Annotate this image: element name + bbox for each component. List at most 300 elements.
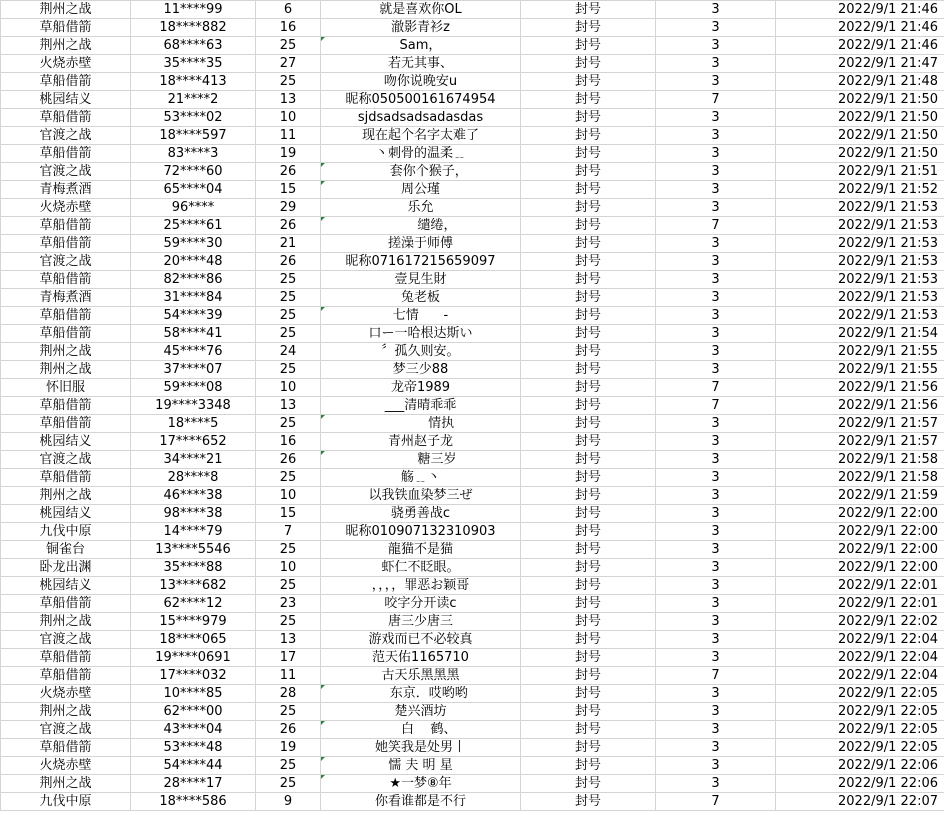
- action-cell[interactable]: 封号: [521, 541, 656, 559]
- action-cell[interactable]: 封号: [521, 793, 656, 811]
- account-cell[interactable]: 54****39: [131, 307, 256, 325]
- server-cell[interactable]: 官渡之战: [1, 631, 131, 649]
- datetime-cell[interactable]: [776, 793, 944, 811]
- level-cell[interactable]: 29: [256, 199, 321, 217]
- datetime-cell[interactable]: [776, 559, 944, 577]
- level-cell[interactable]: 15: [256, 505, 321, 523]
- count-cell[interactable]: 3: [656, 271, 776, 289]
- server-cell[interactable]: 草船借箭: [1, 217, 131, 235]
- datetime-cell[interactable]: [776, 1, 944, 19]
- action-cell[interactable]: 封号: [521, 631, 656, 649]
- action-cell[interactable]: 封号: [521, 433, 656, 451]
- level-cell[interactable]: 25: [256, 775, 321, 793]
- action-cell[interactable]: 封号: [521, 451, 656, 469]
- server-cell[interactable]: 草船借箭: [1, 235, 131, 253]
- nickname-cell[interactable]: 昵称050500161674954: [321, 91, 521, 109]
- server-cell[interactable]: 草船借箭: [1, 595, 131, 613]
- account-cell[interactable]: 35****35: [131, 55, 256, 73]
- action-cell[interactable]: 封号: [521, 487, 656, 505]
- level-cell[interactable]: 25: [256, 325, 321, 343]
- datetime-cell[interactable]: [776, 343, 944, 361]
- nickname-cell[interactable]: 昵称010907132310903: [321, 523, 521, 541]
- action-cell[interactable]: 封号: [521, 55, 656, 73]
- nickname-cell[interactable]: 虾仁不眨眼。: [321, 559, 521, 577]
- count-cell[interactable]: 3: [656, 55, 776, 73]
- count-cell[interactable]: 3: [656, 307, 776, 325]
- server-cell[interactable]: 官渡之战: [1, 163, 131, 181]
- level-cell[interactable]: 19: [256, 145, 321, 163]
- server-cell[interactable]: 桃园结义: [1, 577, 131, 595]
- server-cell[interactable]: 怀旧服: [1, 379, 131, 397]
- count-cell[interactable]: 3: [656, 685, 776, 703]
- count-cell[interactable]: 3: [656, 757, 776, 775]
- datetime-cell[interactable]: [776, 523, 944, 541]
- account-cell[interactable]: 82****86: [131, 271, 256, 289]
- nickname-cell[interactable]: 以我铁血染梦三ぜ: [321, 487, 521, 505]
- server-cell[interactable]: 草船借箭: [1, 307, 131, 325]
- count-cell[interactable]: 3: [656, 37, 776, 55]
- nickname-cell[interactable]: 她笑我是处男丨: [321, 739, 521, 757]
- datetime-cell[interactable]: [776, 775, 944, 793]
- datetime-cell[interactable]: [776, 73, 944, 91]
- nickname-cell[interactable]: ★一梦⑧年: [321, 775, 521, 793]
- datetime-cell[interactable]: [776, 487, 944, 505]
- count-cell[interactable]: 3: [656, 649, 776, 667]
- account-cell[interactable]: 28****8: [131, 469, 256, 487]
- action-cell[interactable]: 封号: [521, 757, 656, 775]
- count-cell[interactable]: 7: [656, 217, 776, 235]
- account-cell[interactable]: 98****38: [131, 505, 256, 523]
- count-cell[interactable]: 3: [656, 469, 776, 487]
- datetime-cell[interactable]: [776, 631, 944, 649]
- nickname-cell[interactable]: 现在起个名字太难了: [321, 127, 521, 145]
- datetime-cell[interactable]: [776, 109, 944, 127]
- level-cell[interactable]: 9: [256, 793, 321, 811]
- count-cell[interactable]: 3: [656, 505, 776, 523]
- nickname-cell[interactable]: 古天乐黑黑黑: [321, 667, 521, 685]
- level-cell[interactable]: 11: [256, 127, 321, 145]
- nickname-cell[interactable]: 澈影青衫z: [321, 19, 521, 37]
- account-cell[interactable]: 19****3348: [131, 397, 256, 415]
- datetime-cell[interactable]: [776, 253, 944, 271]
- nickname-cell[interactable]: 套你个猴子，: [321, 163, 521, 181]
- account-cell[interactable]: 18****065: [131, 631, 256, 649]
- account-cell[interactable]: 21****2: [131, 91, 256, 109]
- action-cell[interactable]: 封号: [521, 577, 656, 595]
- nickname-cell[interactable]: 唐三少唐三: [321, 613, 521, 631]
- datetime-cell[interactable]: [776, 469, 944, 487]
- datetime-cell[interactable]: [776, 757, 944, 775]
- account-cell[interactable]: 96****: [131, 199, 256, 217]
- account-cell[interactable]: 18****597: [131, 127, 256, 145]
- count-cell[interactable]: 3: [656, 163, 776, 181]
- nickname-cell[interactable]: 周公瑾: [321, 181, 521, 199]
- count-cell[interactable]: 3: [656, 487, 776, 505]
- server-cell[interactable]: 桃园结义: [1, 91, 131, 109]
- account-cell[interactable]: 46****38: [131, 487, 256, 505]
- nickname-cell[interactable]: 就是喜欢你OL: [321, 1, 521, 19]
- count-cell[interactable]: 3: [656, 199, 776, 217]
- nickname-cell[interactable]: Sam，: [321, 37, 521, 55]
- count-cell[interactable]: 7: [656, 91, 776, 109]
- server-cell[interactable]: 官渡之战: [1, 127, 131, 145]
- datetime-cell[interactable]: [776, 361, 944, 379]
- level-cell[interactable]: 10: [256, 559, 321, 577]
- level-cell[interactable]: 10: [256, 487, 321, 505]
- datetime-cell[interactable]: [776, 613, 944, 631]
- level-cell[interactable]: 25: [256, 361, 321, 379]
- account-cell[interactable]: 14****79: [131, 523, 256, 541]
- action-cell[interactable]: 封号: [521, 469, 656, 487]
- account-cell[interactable]: 31****84: [131, 289, 256, 307]
- nickname-cell[interactable]: 若无其事、: [321, 55, 521, 73]
- datetime-cell[interactable]: [776, 595, 944, 613]
- action-cell[interactable]: 封号: [521, 325, 656, 343]
- count-cell[interactable]: 3: [656, 253, 776, 271]
- account-cell[interactable]: 53****02: [131, 109, 256, 127]
- datetime-cell[interactable]: [776, 685, 944, 703]
- count-cell[interactable]: 3: [656, 73, 776, 91]
- account-cell[interactable]: 20****48: [131, 253, 256, 271]
- level-cell[interactable]: 19: [256, 739, 321, 757]
- action-cell[interactable]: 封号: [521, 739, 656, 757]
- datetime-cell[interactable]: [776, 181, 944, 199]
- datetime-cell[interactable]: [776, 505, 944, 523]
- level-cell[interactable]: 13: [256, 631, 321, 649]
- nickname-cell[interactable]: 你看谁都是不行: [321, 793, 521, 811]
- action-cell[interactable]: 封号: [521, 19, 656, 37]
- action-cell[interactable]: 封号: [521, 37, 656, 55]
- account-cell[interactable]: 43****04: [131, 721, 256, 739]
- server-cell[interactable]: 草船借箭: [1, 19, 131, 37]
- account-cell[interactable]: 54****44: [131, 757, 256, 775]
- action-cell[interactable]: 封号: [521, 361, 656, 379]
- nickname-cell[interactable]: 昵称071617215659097: [321, 253, 521, 271]
- count-cell[interactable]: 3: [656, 541, 776, 559]
- level-cell[interactable]: 28: [256, 685, 321, 703]
- action-cell[interactable]: 封号: [521, 289, 656, 307]
- level-cell[interactable]: 13: [256, 397, 321, 415]
- server-cell[interactable]: 桃园结义: [1, 505, 131, 523]
- action-cell[interactable]: 封号: [521, 559, 656, 577]
- server-cell[interactable]: 草船借箭: [1, 397, 131, 415]
- account-cell[interactable]: 83****3: [131, 145, 256, 163]
- level-cell[interactable]: 25: [256, 271, 321, 289]
- server-cell[interactable]: 荆州之战: [1, 361, 131, 379]
- server-cell[interactable]: 荆州之战: [1, 703, 131, 721]
- datetime-cell[interactable]: [776, 703, 944, 721]
- nickname-cell[interactable]: 龍猫不是猫: [321, 541, 521, 559]
- level-cell[interactable]: 13: [256, 91, 321, 109]
- nickname-cell[interactable]: 七情 -: [321, 307, 521, 325]
- level-cell[interactable]: 26: [256, 217, 321, 235]
- server-cell[interactable]: 荆州之战: [1, 487, 131, 505]
- count-cell[interactable]: 3: [656, 775, 776, 793]
- count-cell[interactable]: 3: [656, 361, 776, 379]
- count-cell[interactable]: 3: [656, 289, 776, 307]
- nickname-cell[interactable]: 东京．哎哟哟: [321, 685, 521, 703]
- nickname-cell[interactable]: 青州赵子龙: [321, 433, 521, 451]
- action-cell[interactable]: 封号: [521, 199, 656, 217]
- nickname-cell[interactable]: 吻你说晚安u: [321, 73, 521, 91]
- datetime-cell[interactable]: [776, 379, 944, 397]
- account-cell[interactable]: 59****08: [131, 379, 256, 397]
- server-cell[interactable]: 草船借箭: [1, 739, 131, 757]
- server-cell[interactable]: 草船借箭: [1, 469, 131, 487]
- level-cell[interactable]: 23: [256, 595, 321, 613]
- level-cell[interactable]: 27: [256, 55, 321, 73]
- level-cell[interactable]: 25: [256, 289, 321, 307]
- count-cell[interactable]: 3: [656, 19, 776, 37]
- server-cell[interactable]: 草船借箭: [1, 73, 131, 91]
- action-cell[interactable]: 封号: [521, 145, 656, 163]
- count-cell[interactable]: 3: [656, 613, 776, 631]
- server-cell[interactable]: 卧龙出渊: [1, 559, 131, 577]
- level-cell[interactable]: 25: [256, 613, 321, 631]
- server-cell[interactable]: 草船借箭: [1, 325, 131, 343]
- action-cell[interactable]: 封号: [521, 703, 656, 721]
- account-cell[interactable]: 25****61: [131, 217, 256, 235]
- datetime-cell[interactable]: [776, 271, 944, 289]
- action-cell[interactable]: 封号: [521, 217, 656, 235]
- datetime-cell[interactable]: [776, 91, 944, 109]
- level-cell[interactable]: 26: [256, 163, 321, 181]
- server-cell[interactable]: 火烧赤壁: [1, 757, 131, 775]
- action-cell[interactable]: 封号: [521, 685, 656, 703]
- level-cell[interactable]: 24: [256, 343, 321, 361]
- count-cell[interactable]: 3: [656, 181, 776, 199]
- action-cell[interactable]: 封号: [521, 271, 656, 289]
- count-cell[interactable]: 3: [656, 595, 776, 613]
- action-cell[interactable]: 封号: [521, 109, 656, 127]
- nickname-cell[interactable]: 懦 夫 明 星: [321, 757, 521, 775]
- count-cell[interactable]: 7: [656, 379, 776, 397]
- level-cell[interactable]: 15: [256, 181, 321, 199]
- datetime-cell[interactable]: [776, 667, 944, 685]
- datetime-cell[interactable]: [776, 163, 944, 181]
- datetime-cell[interactable]: [776, 325, 944, 343]
- action-cell[interactable]: 封号: [521, 379, 656, 397]
- level-cell[interactable]: 11: [256, 667, 321, 685]
- account-cell[interactable]: 18****5: [131, 415, 256, 433]
- server-cell[interactable]: 荆州之战: [1, 37, 131, 55]
- level-cell[interactable]: 10: [256, 379, 321, 397]
- count-cell[interactable]: 3: [656, 559, 776, 577]
- count-cell[interactable]: 3: [656, 343, 776, 361]
- account-cell[interactable]: 62****12: [131, 595, 256, 613]
- server-cell[interactable]: 铜雀台: [1, 541, 131, 559]
- nickname-cell[interactable]: 兔老板: [321, 289, 521, 307]
- action-cell[interactable]: 封号: [521, 235, 656, 253]
- count-cell[interactable]: 3: [656, 631, 776, 649]
- count-cell[interactable]: 3: [656, 325, 776, 343]
- action-cell[interactable]: 封号: [521, 505, 656, 523]
- account-cell[interactable]: 37****07: [131, 361, 256, 379]
- count-cell[interactable]: 3: [656, 415, 776, 433]
- count-cell[interactable]: 3: [656, 109, 776, 127]
- level-cell[interactable]: 25: [256, 757, 321, 775]
- nickname-cell[interactable]: 情执: [321, 415, 521, 433]
- account-cell[interactable]: 58****41: [131, 325, 256, 343]
- action-cell[interactable]: 封号: [521, 127, 656, 145]
- datetime-cell[interactable]: [776, 433, 944, 451]
- action-cell[interactable]: 封号: [521, 523, 656, 541]
- server-cell[interactable]: 草船借箭: [1, 667, 131, 685]
- nickname-cell[interactable]: 搓澡于师傅: [321, 235, 521, 253]
- nickname-cell[interactable]: 咬字分开读c: [321, 595, 521, 613]
- account-cell[interactable]: 28****17: [131, 775, 256, 793]
- server-cell[interactable]: 草船借箭: [1, 145, 131, 163]
- datetime-cell[interactable]: [776, 451, 944, 469]
- server-cell[interactable]: 荆州之战: [1, 775, 131, 793]
- account-cell[interactable]: 17****032: [131, 667, 256, 685]
- action-cell[interactable]: 封号: [521, 1, 656, 19]
- server-cell[interactable]: 荆州之战: [1, 343, 131, 361]
- level-cell[interactable]: 25: [256, 37, 321, 55]
- level-cell[interactable]: 26: [256, 721, 321, 739]
- datetime-cell[interactable]: [776, 307, 944, 325]
- account-cell[interactable]: 18****413: [131, 73, 256, 91]
- account-cell[interactable]: 18****586: [131, 793, 256, 811]
- account-cell[interactable]: 17****652: [131, 433, 256, 451]
- datetime-cell[interactable]: [776, 217, 944, 235]
- datetime-cell[interactable]: [776, 541, 944, 559]
- nickname-cell[interactable]: 丶刺骨的温柔﹎: [321, 145, 521, 163]
- datetime-cell[interactable]: [776, 127, 944, 145]
- datetime-cell[interactable]: [776, 55, 944, 73]
- server-cell[interactable]: 官渡之战: [1, 721, 131, 739]
- count-cell[interactable]: 7: [656, 667, 776, 685]
- level-cell[interactable]: 26: [256, 451, 321, 469]
- level-cell[interactable]: 25: [256, 415, 321, 433]
- server-cell[interactable]: 官渡之战: [1, 253, 131, 271]
- action-cell[interactable]: 封号: [521, 649, 656, 667]
- server-cell[interactable]: 火烧赤壁: [1, 199, 131, 217]
- account-cell[interactable]: 19****0691: [131, 649, 256, 667]
- action-cell[interactable]: 封号: [521, 595, 656, 613]
- server-cell[interactable]: 九伐中原: [1, 793, 131, 811]
- count-cell[interactable]: 3: [656, 451, 776, 469]
- action-cell[interactable]: 封号: [521, 253, 656, 271]
- datetime-cell[interactable]: [776, 577, 944, 595]
- server-cell[interactable]: 九伐中原: [1, 523, 131, 541]
- count-cell[interactable]: 3: [656, 127, 776, 145]
- count-cell[interactable]: 3: [656, 577, 776, 595]
- server-cell[interactable]: 草船借箭: [1, 415, 131, 433]
- nickname-cell[interactable]: 骁勇善战c: [321, 505, 521, 523]
- nickname-cell[interactable]: 乐允: [321, 199, 521, 217]
- datetime-cell[interactable]: [776, 289, 944, 307]
- server-cell[interactable]: 草船借箭: [1, 649, 131, 667]
- account-cell[interactable]: 18****882: [131, 19, 256, 37]
- nickname-cell[interactable]: 口ー一哈根达斯い: [321, 325, 521, 343]
- count-cell[interactable]: 3: [656, 523, 776, 541]
- datetime-cell[interactable]: [776, 235, 944, 253]
- datetime-cell[interactable]: [776, 649, 944, 667]
- datetime-cell[interactable]: [776, 415, 944, 433]
- level-cell[interactable]: 17: [256, 649, 321, 667]
- account-cell[interactable]: 34****21: [131, 451, 256, 469]
- datetime-cell[interactable]: [776, 397, 944, 415]
- action-cell[interactable]: 封号: [521, 397, 656, 415]
- account-cell[interactable]: 59****30: [131, 235, 256, 253]
- nickname-cell[interactable]: ，，，，罪恶お颖哥: [321, 577, 521, 595]
- server-cell[interactable]: 草船借箭: [1, 271, 131, 289]
- action-cell[interactable]: 封号: [521, 667, 656, 685]
- count-cell[interactable]: 3: [656, 145, 776, 163]
- count-cell[interactable]: 3: [656, 739, 776, 757]
- account-cell[interactable]: 45****76: [131, 343, 256, 361]
- level-cell[interactable]: 6: [256, 1, 321, 19]
- account-cell[interactable]: 53****48: [131, 739, 256, 757]
- datetime-cell[interactable]: [776, 145, 944, 163]
- datetime-cell[interactable]: [776, 739, 944, 757]
- account-cell[interactable]: 13****682: [131, 577, 256, 595]
- level-cell[interactable]: 25: [256, 541, 321, 559]
- account-cell[interactable]: 68****63: [131, 37, 256, 55]
- server-cell[interactable]: 荆州之战: [1, 613, 131, 631]
- server-cell[interactable]: 桃园结义: [1, 433, 131, 451]
- action-cell[interactable]: 封号: [521, 163, 656, 181]
- server-cell[interactable]: 火烧赤壁: [1, 55, 131, 73]
- count-cell[interactable]: 3: [656, 721, 776, 739]
- nickname-cell[interactable]: 范天佑1165710: [321, 649, 521, 667]
- server-cell[interactable]: 火烧赤壁: [1, 685, 131, 703]
- level-cell[interactable]: 26: [256, 253, 321, 271]
- action-cell[interactable]: 封号: [521, 415, 656, 433]
- nickname-cell[interactable]: 梦三少88: [321, 361, 521, 379]
- action-cell[interactable]: 封号: [521, 343, 656, 361]
- account-cell[interactable]: 35****88: [131, 559, 256, 577]
- action-cell[interactable]: 封号: [521, 73, 656, 91]
- datetime-cell[interactable]: [776, 37, 944, 55]
- nickname-cell[interactable]: sjdsadsadsadasdas: [321, 109, 521, 127]
- account-cell[interactable]: 13****5546: [131, 541, 256, 559]
- action-cell[interactable]: 封号: [521, 307, 656, 325]
- nickname-cell[interactable]: 壹見生財: [321, 271, 521, 289]
- nickname-cell[interactable]: 楚兴酒坊: [321, 703, 521, 721]
- count-cell[interactable]: 7: [656, 397, 776, 415]
- account-cell[interactable]: 65****04: [131, 181, 256, 199]
- account-cell[interactable]: 11****99: [131, 1, 256, 19]
- action-cell[interactable]: 封号: [521, 775, 656, 793]
- count-cell[interactable]: 3: [656, 703, 776, 721]
- datetime-cell[interactable]: [776, 199, 944, 217]
- nickname-cell[interactable]: 觞﹎丶: [321, 469, 521, 487]
- nickname-cell[interactable]: 白 鹤、: [321, 721, 521, 739]
- nickname-cell[interactable]: 龙帝1989: [321, 379, 521, 397]
- action-cell[interactable]: 封号: [521, 613, 656, 631]
- nickname-cell[interactable]: 糖三岁: [321, 451, 521, 469]
- level-cell[interactable]: 25: [256, 703, 321, 721]
- nickname-cell[interactable]: 〞孤久则安。: [321, 343, 521, 361]
- level-cell[interactable]: 16: [256, 19, 321, 37]
- server-cell[interactable]: 青梅煮酒: [1, 181, 131, 199]
- count-cell[interactable]: 3: [656, 235, 776, 253]
- count-cell[interactable]: 3: [656, 433, 776, 451]
- action-cell[interactable]: 封号: [521, 91, 656, 109]
- account-cell[interactable]: 15****979: [131, 613, 256, 631]
- account-cell[interactable]: 10****85: [131, 685, 256, 703]
- datetime-cell[interactable]: [776, 721, 944, 739]
- count-cell[interactable]: 3: [656, 1, 776, 19]
- nickname-cell[interactable]: 缱绻，: [321, 217, 521, 235]
- action-cell[interactable]: 封号: [521, 721, 656, 739]
- server-cell[interactable]: 官渡之战: [1, 451, 131, 469]
- level-cell[interactable]: 25: [256, 469, 321, 487]
- account-cell[interactable]: 72****60: [131, 163, 256, 181]
- level-cell[interactable]: 25: [256, 73, 321, 91]
